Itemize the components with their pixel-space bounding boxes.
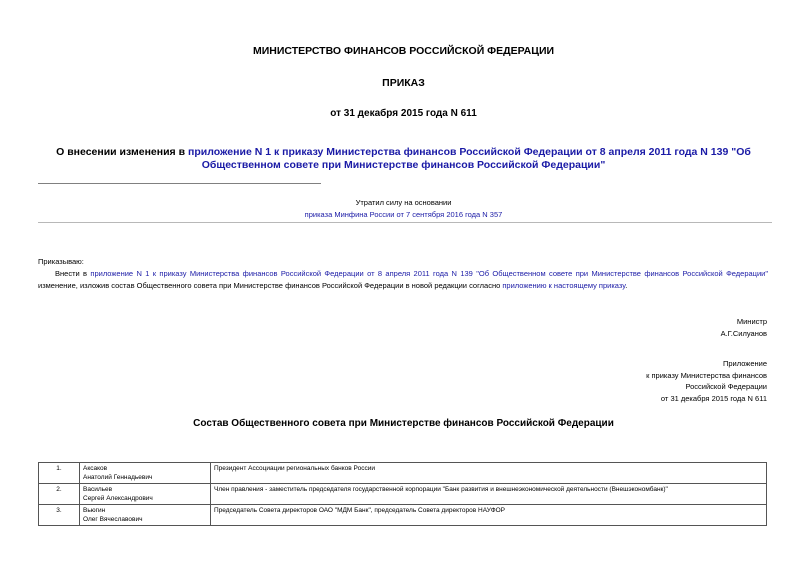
document-date: от 31 декабря 2015 года N 611 [330, 108, 477, 119]
member-number: 3. [39, 505, 80, 526]
members-table [38, 462, 767, 526]
signature-position: Министр [736, 317, 767, 326]
appendix-label: Приложение [723, 359, 767, 368]
order-intro: Приказываю: [38, 257, 84, 266]
appendix-line: к приказу Министерства финансов [646, 370, 767, 380]
table-row [39, 463, 767, 484]
order-link-attachment[interactable]: приложению к настоящему приказу [502, 281, 626, 290]
appendix-block [646, 358, 767, 404]
document-title [40, 146, 767, 172]
composition-title: Состав Общественного совета при Министерстве финансов Российской Федерации [193, 418, 614, 429]
table-row [39, 484, 767, 505]
member-role: Член правления - заместитель председателя государственной корпорации "Банк развития и внешнеэкономической деятельности (Внешэкономбанк)" [211, 484, 767, 505]
order-body [38, 256, 768, 292]
divider [38, 222, 772, 223]
order-paragraph [38, 268, 768, 292]
member-role: Президент Ассоциации региональных банков России [211, 463, 767, 484]
table-row [39, 505, 767, 526]
member-number: 2. [39, 484, 80, 505]
ministry-heading: МИНИСТЕРСТВО ФИНАНСОВ РОССИЙСКОЙ ФЕДЕРАЦИИ [252, 45, 555, 57]
basis-link[interactable]: приказа Минфина России от 7 сентября 2016 года N 357 [304, 210, 503, 219]
appendix-line: от 31 декабря 2015 года N 611 [660, 393, 767, 403]
order-text-middle: изменение, изложив состав Общественного совета при Министерстве финансов Российской Федерации в новой редакции согласно [38, 281, 503, 290]
divider [38, 183, 321, 184]
title-link-appendix[interactable]: приложение N 1 к приказу Министерства финансов Российской Федерации от 8 апреля 2011 года N 139 "Об Общественном совете при Министерстве финансов Российской Федерации" [187, 146, 751, 171]
member-name: Вьюгин Олег Вячеславович [80, 505, 211, 526]
order-text-before: Внести в [55, 269, 91, 278]
lost-force-text: Утратил силу на основании [355, 198, 452, 207]
member-role: Председатель Совета директоров ОАО "МДМ Банк", председатель Совета директоров НАУФОР [211, 505, 767, 526]
signature-block [721, 316, 767, 340]
appendix-line: Российской Федерации [685, 382, 767, 391]
signature-name: А.Г.Силуанов [720, 329, 767, 338]
member-name: Аксаков Анатолий Геннадьевич [80, 463, 211, 484]
order-link-appendix[interactable]: приложение N 1 к приказу Министерства финансов Российской Федерации от 8 апреля 2011 года N 139 "Об Общественном совете при Министерстве финансов Российской Федерации" [90, 269, 769, 278]
status-block [30, 197, 777, 221]
title-prefix: О внесении изменения в [56, 146, 188, 158]
order-text-end: . [625, 281, 628, 290]
member-number: 1. [39, 463, 80, 484]
document-type: ПРИКАЗ [382, 77, 425, 89]
member-name: Васильев Сергей Александрович [80, 484, 211, 505]
